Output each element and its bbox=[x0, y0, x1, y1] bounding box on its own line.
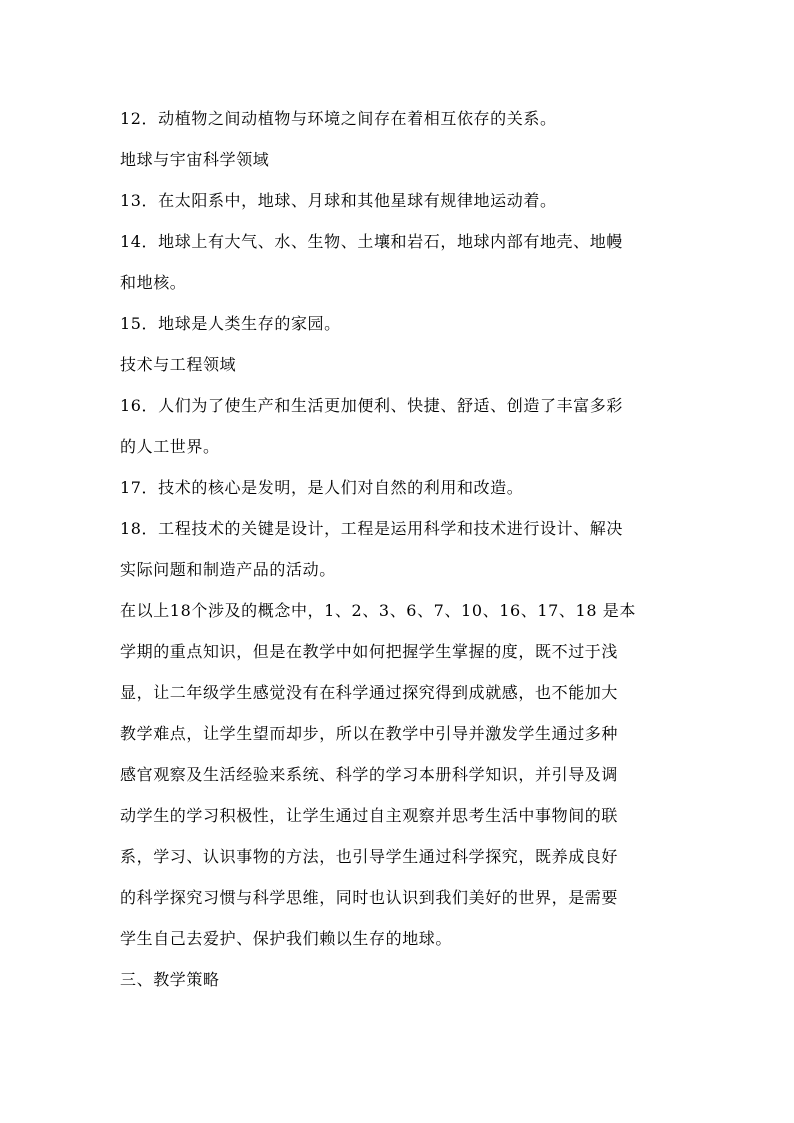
text-line: 在以上18个涉及的概念中，1、2、3、6、7、10、16、17、18 是本 bbox=[120, 601, 636, 620]
text-line: 16．人们为了使生产和生活更加便利、快捷、舒适、创造了丰富多彩 bbox=[120, 396, 623, 415]
text-line: 13．在太阳系中，地球、月球和其他星球有规律地运动着。 bbox=[120, 191, 557, 210]
text-line: 18．工程技术的关键是设计，工程是运用科学和技术进行设计、解决 bbox=[120, 519, 623, 538]
concept-15 bbox=[120, 303, 680, 344]
text-line: 14．地球上有大气、水、生物、土壤和岩石，地球内部有地壳、地幔 bbox=[120, 232, 623, 251]
concept-17 bbox=[120, 467, 680, 508]
text-line: 的人工世界。 bbox=[120, 437, 220, 456]
text-line: 显，让二年级学生感觉没有在科学通过探究得到成就感，也不能加大 bbox=[120, 683, 619, 702]
text-line: 三、教学策略 bbox=[120, 970, 220, 989]
section-heading-earth-universe bbox=[120, 139, 680, 180]
concept-13 bbox=[120, 180, 680, 221]
text-line: 学期的重点知识，但是在教学中如何把握学生掌握的度，既不过于浅 bbox=[120, 642, 619, 661]
text-line: 技术与工程领域 bbox=[120, 355, 237, 374]
concept-16 bbox=[120, 385, 680, 467]
text-line: 动学生的学习积极性，让学生通过自主观察并思考生活中事物间的联 bbox=[120, 806, 619, 825]
text-line: 系，学习、认识事物的方法，也引导学生通过科学探究，既养成良好 bbox=[120, 847, 619, 866]
text-line: 15．地球是人类生存的家园。 bbox=[120, 314, 341, 333]
text-line: 教学难点，让学生望而却步，所以在教学中引导并激发学生通过多种 bbox=[120, 724, 619, 743]
text-line: 地球与宇宙科学领域 bbox=[120, 150, 270, 169]
section-heading-technology-engineering bbox=[120, 344, 680, 385]
summary-paragraph bbox=[120, 590, 680, 959]
concept-14 bbox=[120, 221, 680, 303]
document-body bbox=[120, 98, 680, 1000]
section-heading-teaching-strategy bbox=[120, 959, 680, 1000]
concept-12 bbox=[120, 98, 680, 139]
text-line: 学生自己去爱护、保护我们赖以生存的地球。 bbox=[120, 929, 453, 948]
text-line: 实际问题和制造产品的活动。 bbox=[120, 560, 336, 579]
text-line: 12．动植物之间动植物与环境之间存在着相互依存的关系。 bbox=[120, 109, 557, 128]
text-line: 和地核。 bbox=[120, 273, 187, 292]
text-line: 感官观察及生活经验来系统、科学的学习本册科学知识，并引导及调 bbox=[120, 765, 619, 784]
concept-18 bbox=[120, 508, 680, 590]
text-line: 17．技术的核心是发明，是人们对自然的利用和改造。 bbox=[120, 478, 524, 497]
text-line: 的科学探究习惯与科学思维，同时也认识到我们美好的世界，是需要 bbox=[120, 888, 619, 907]
